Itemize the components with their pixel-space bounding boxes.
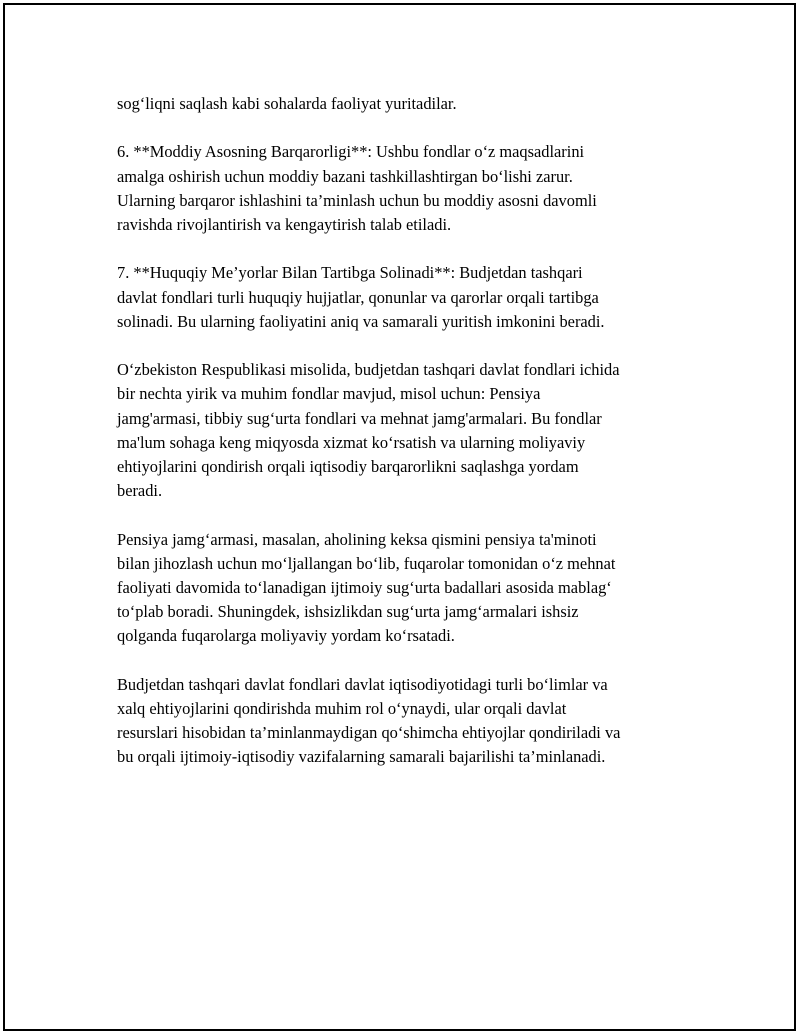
paragraph-1: sog‘liqni saqlash kabi sohalarda faoliyat yuritadilar.: [117, 94, 457, 113]
paragraph-5: Pensiya jamg‘armasi, masalan, aholining keksa qismini pensiya ta'minoti bilan jihozlash uchun mo‘ljallangan bo‘lib, fuqarolar tomonidan o‘z mehnat faoliyati davomida to‘lanadigan ijtimoiy sug‘urta badallari asosida mablag‘ to‘plab boradi. Shuningdek, ishsizlikdan sug‘urta jamg‘armalari ishsiz qolganda fuqarolarga moliyaviy yordam ko‘rsatadi.: [117, 529, 616, 646]
paragraph-6: Budjetdan tashqari davlat fondlari davlat iqtisodiyotidagi turli bo‘limlar va xalq ehtiyojlarini qondirishda muhim rol o‘ynaydi, ular orqali davlat resurslari hisobidan ta’minlanmaydigan qo‘shimcha ehtiyojlar qondiriladi va bu orqali ijtimoiy-iqtisodiy vazifalarning samarali bajarilishi ta’minlanadi.: [117, 674, 621, 767]
paragraph-3: 7. **Huquqiy Me’yorlar Bilan Tartibga Solinadi**: Budjetdan tashqari davlat fondlari turli huquqiy hujjatlar, qonunlar va qarorlar orqali tartibga solinadi. Bu ularning faoliyatini aniq va samarali yuritish imkonini beradi.: [117, 263, 605, 331]
paragraph-2: 6. **Moddiy Asosning Barqarorligi**: Ushbu fondlar o‘z maqsadlarini amalga oshirish uchun moddiy bazani tashkillashtirgan bo‘lishi zarur. Ularning barqaror ishlashini ta’minlash uchun bu moddiy asosni davomli ravishda rivojlantirish va kengaytirish talab etiladi.: [117, 142, 597, 234]
document-body: [117, 92, 692, 794]
paragraph-4: O‘zbekiston Respublikasi misolida, budjetdan tashqari davlat fondlari ichida bir nechta yirik va muhim fondlar mavjud, misol uchun: Pensiya jamg'armasi, tibbiy sug‘urta fondlari va mehnat jamg'armalari. Bu fondlar ma'lum sohaga keng miqyosda xizmat ko‘rsatish va ularning moliyaviy ehtiyojlarini qondirish orqali iqtisodiy barqarorlikni saqlashga yordam beradi.: [117, 360, 620, 501]
